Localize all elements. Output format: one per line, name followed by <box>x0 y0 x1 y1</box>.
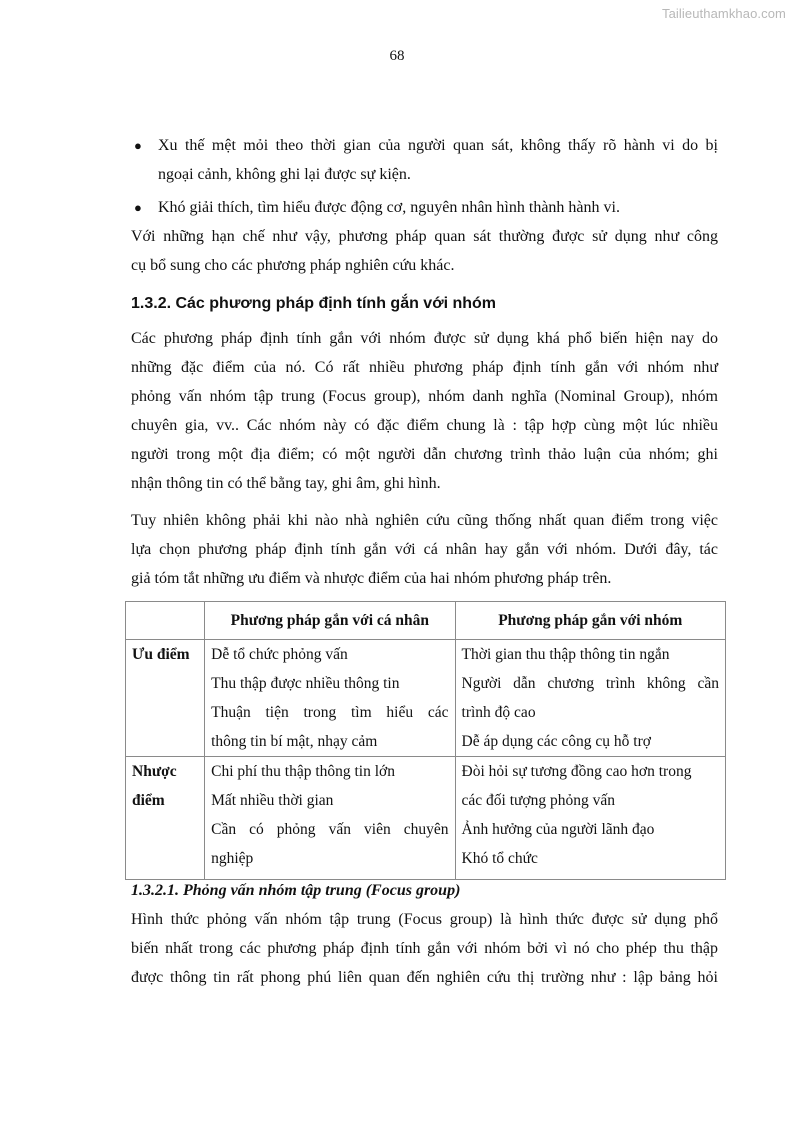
bullet-icon: ● <box>134 138 142 153</box>
row-label-line: điểm <box>132 792 165 809</box>
paragraph-line: chuyên gia, vv.. Các nhóm này có đặc điểm chung là : tập hợp cùng một lúc nhiều <box>131 417 718 434</box>
table-header-individual: Phương pháp gắn với cá nhân <box>205 602 455 640</box>
table-header-row <box>126 602 726 640</box>
paragraph-limits <box>131 222 718 280</box>
cell-line: nghiệp <box>211 850 254 867</box>
paragraph-line: phỏng vấn nhóm tập trung (Focus group), nhóm danh nghĩa (Nominal Group), nhóm <box>131 388 718 405</box>
table-row <box>126 640 726 757</box>
cell-line: Thuận tiện trong tìm hiểu các <box>211 704 449 721</box>
paragraph-line: Tuy nhiên không phải khi nào nhà nghiên cứu cũng thống nhất quan điểm trong việc <box>131 512 718 529</box>
cell-advantages-group <box>455 640 725 757</box>
page-number: 68 <box>389 48 405 64</box>
bullet-text-line: Khó giải thích, tìm hiểu được động cơ, nguyên nhân hình thành hành vi. <box>158 199 620 216</box>
paragraph-line: Hình thức phỏng vấn nhóm tập trung (Focus group) là hình thức được sử dụng phổ <box>131 911 718 928</box>
paragraph-line: nhận thông tin có thể bằng tay, ghi âm, ghi hình. <box>131 475 441 492</box>
cell-disadvantages-group <box>455 757 725 880</box>
cell-line: Khó tổ chức <box>461 850 538 867</box>
bullet-item <box>131 193 718 222</box>
cell-line: Ảnh hưởng của người lãnh đạo <box>461 821 655 838</box>
watermark: Tailieuthamkhao.com <box>661 6 786 21</box>
cell-disadvantages-individual <box>205 757 455 880</box>
cell-line: Mất nhiều thời gian <box>211 792 334 809</box>
cell-line: Dễ áp dụng các công cụ hỗ trợ <box>461 733 651 750</box>
cell-line: Dễ tổ chức phỏng vấn <box>211 646 348 663</box>
subsection-heading: 1.3.2.1. Phỏng vấn nhóm tập trung (Focus group) <box>131 882 461 899</box>
paragraph-line: cụ bổ sung cho các phương pháp nghiên cứu khác. <box>131 257 455 274</box>
cell-line: các đối tượng phỏng vấn <box>461 792 616 809</box>
bullet-text-line: ngoại cảnh, không ghi lại được sự kiện. <box>158 166 411 183</box>
cell-advantages-individual <box>205 640 455 757</box>
comparison-table <box>125 601 726 880</box>
paragraph-line: Các phương pháp định tính gắn với nhóm được sử dụng khá phổ biến hiện nay do <box>131 330 718 347</box>
paragraph-intro <box>131 324 718 498</box>
document-body <box>131 131 718 593</box>
section-heading: 1.3.2. Các phương pháp định tính gắn với nhóm <box>131 295 497 312</box>
bullet-icon: ● <box>134 200 142 215</box>
row-label-advantages: Ưu điểm <box>126 640 205 757</box>
paragraph-compare <box>131 506 718 593</box>
table-header-empty <box>126 602 205 640</box>
paragraph-focus-group <box>131 905 718 992</box>
paragraph-line: người trong một địa điểm; có một người dẫn chương trình thảo luận của nhóm; ghi <box>131 446 718 463</box>
row-label-disadvantages <box>126 757 205 880</box>
cell-line: Người dẫn chương trình không cần <box>461 675 719 692</box>
cell-line: trình độ cao <box>461 704 536 721</box>
cell-line: Chi phí thu thập thông tin lớn <box>211 763 395 780</box>
bullet-item <box>131 131 718 189</box>
cell-line: Cần có phỏng vấn viên chuyên <box>211 821 449 838</box>
cell-line: Thu thập được nhiều thông tin <box>211 675 400 692</box>
cell-line: Thời gian thu thập thông tin ngắn <box>461 646 670 663</box>
cell-line: thông tin bí mật, nhạy cảm <box>211 733 378 750</box>
paragraph-line: biến nhất trong các phương pháp định tính gắn với nhóm bởi vì nó cho phép thu thập <box>131 940 718 957</box>
row-label-line: Nhược <box>132 763 177 780</box>
paragraph-line: Với những hạn chế như vậy, phương pháp quan sát thường được sử dụng như công <box>131 228 718 245</box>
paragraph-line: những đặc điểm của nó. Có rất nhiều phương pháp định tính gắn với nhóm như <box>131 359 718 376</box>
table-header-group: Phương pháp gắn với nhóm <box>455 602 725 640</box>
paragraph-line: giả tóm tắt những ưu điểm và nhược điểm của hai nhóm phương pháp trên. <box>131 570 612 587</box>
bullet-text-line: Xu thế mệt mỏi theo thời gian của người quan sát, không thấy rõ hành vi do bị <box>158 137 718 154</box>
paragraph-line: lựa chọn phương pháp định tính gắn với cá nhân hay gắn với nhóm. Dưới đây, tác <box>131 541 718 558</box>
paragraph-line: được thông tin rất phong phú liên quan đến nghiên cứu thị trường như : lập bảng hỏi <box>131 969 718 986</box>
table-row <box>126 757 726 880</box>
cell-line: Đòi hỏi sự tương đồng cao hơn trong <box>461 763 692 780</box>
